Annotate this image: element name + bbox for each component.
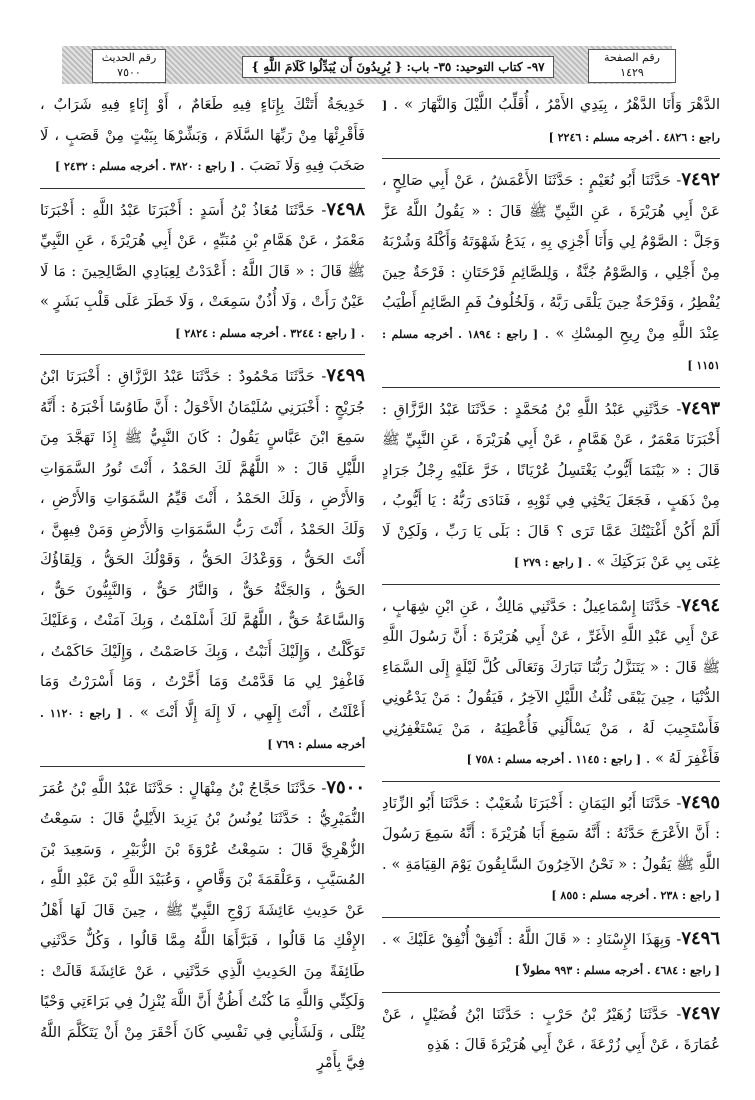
hadith-entry [40,361,365,761]
hadith-entry [382,999,720,1061]
hadith-reference: [ راجع : ٤٦٨٤ . أخرجه مسلم : ٩٩٣ مطولاً ] [514,964,720,977]
hadith-reference: [ راجع : ٢٣٨ . أخرجه مسلم : ٨٥٥ ] [551,889,720,902]
hadith-text-line [382,394,720,579]
hadith-text: خَدِيجَةُ أَتَتْكَ بِإِنَاءٍ فِيهِ طَعَامٌ ، أَوْ إِنَاءٍ فِيهِ شَرَابٌ ، فَأَقْرِئْهَا مِنْ رَبِّهَا السَّلَامَ ، وَبَشِّرْهَا بِبَيْتٍ مِنْ قَصَبٍ ، لَا صَخَبَ فِيهِ وَلَا نَصَبَ . [40,96,365,174]
hadith-entry [382,591,720,776]
hadith-number: ٧٤٩٩ [326,365,365,386]
hadith-divider [382,917,720,918]
hadith-text: - حَدَّثَنَا زُهَيْرُ بْنُ حَرْبٍ : حَدَّثَنَا ابْنُ فُضَيْلٍ ، عَنْ عُمَارَةَ ، عَنْ أَبِي زُرْعَةَ ، عَنْ أَبِي هُرَيْرَةَ قَالَ : هَذِهِ [382,1005,720,1053]
hadith-entry [40,773,365,1079]
hadith-reference: [ راجع : ٤٨٢٦ . أخرجه مسلم : ٢٢٤٦ ] [382,99,720,144]
hadith-number: ٧٤٩٦ [681,927,720,949]
right-column [382,90,720,1066]
hadith-number: ٧٤٩٥ [681,791,720,813]
hadith-reference: [ راجع : ١١٢٠ . أخرجه مسلم : ٧٦٩ ] [40,706,365,751]
hadith-number: ٧٤٩٧ [681,1002,720,1024]
hadith-text-line [40,195,365,350]
hadith-text-line [382,591,720,776]
hadith-divider [40,766,365,767]
hadith-text-line [382,165,720,382]
hadith-reference: [ راجع : ٢٧٩ ] [514,556,583,569]
page-number-label: رقم الصفحة [604,51,660,64]
chapter-title: ٩٧- كتاب التوحيد: ٣٥- باب: { يُرِيدُونَ أَن يُبَدِّلُوا كَلَامَ اللَّهِ } [251,60,545,74]
hadith-entry [40,195,365,350]
hadith-text: - حَدَّثَنَا أَبُو نُعَيْمٍ : حَدَّثَنَا الأَعْمَشُ ، عَنْ أَبِي صَالِحٍ ، عَنْ أَبِي هُرَيْرَةَ ، عَنِ النَّبِيِّ ﷺ قَالَ : « يَقُولُ اللَّهُ عَزَّ وَجَلَّ : الصَّوْمُ لِي وَأَنَا أَجْزِي بِهِ ، يَدَعُ شَهْوَتَهُ وَأَكْلَهُ وَشُرْبَهُ مِنْ أَجْلِي ، وَالصَّوْمُ جُنَّةٌ ، وَلِلصَّائِمِ فَرْحَتَانِ : فَرْحَةٌ حِينَ يُفْطِرُ ، وَفَرْحَةٌ حِينَ يَلْقَى رَبَّهُ ، وَلَخُلُوفُ فَمِ الصَّائِمِ أَطْيَبُ عِنْدَ اللَّهِ مِنْ رِيحِ المِسْكِ » . [382,172,721,342]
hadith-number: ٧٤٩٤ [681,594,720,616]
hadith-text: - حَدَّثَنَا أَبُو اليَمَانِ : أَخْبَرَنَا شُعَيْبٌ : حَدَّثَنَا أَبُو الزِّنَادِ : أَنَّ الأَعْرَجَ حَدَّثَهُ : أَنَّهُ سَمِعَ أَبَا هُرَيْرَةَ : أَنَّهُ سَمِعَ رَسُولَ اللَّهِ ﷺ يَقُولُ : « نَحْنُ الآخِرُونَ السَّابِقُونَ يَوْمَ القِيَامَةِ » . [382,794,720,873]
hadith-divider [382,387,720,388]
hadith-entry [382,165,720,382]
hadith-number-label: رقم الحديث [101,51,157,64]
hadith-divider [382,158,720,159]
hadith-text: الدَّهْرَ وَأَنَا الدَّهْرُ ، بِيَدِي الأَمْرُ ، أُقَلِّبُ اللَّيْلَ وَالنَّهَارَ » . [393,96,720,113]
hadith-entry [382,90,720,153]
hadith-text-line [40,90,365,183]
hadith-number: ٧٥٠٠ [117,66,141,79]
page-number-box [588,49,676,83]
hadith-divider [40,354,365,355]
page-number: ١٤٢٩ [620,66,644,79]
hadith-text: - حَدَّثَنَا مَحْمُودٌ : حَدَّثَنَا عَبْدُ الرَّزَّاقِ : أَخْبَرَنَا ابْنُ جُرَيْجٍ : أَخْبَرَنِي سُلَيْمَانُ الأَحْوَلُ : أَنَّ طَاوُسًا أَخْبَرَهُ : أَنَّهُ سَمِعَ ابْنَ عَبَّاسٍ يَقُولُ : كَانَ النَّبِيُّ ﷺ إِذَا تَهَجَّدَ مِنَ اللَّيْلِ قَالَ : « اللَّهُمَّ لَكَ الحَمْدُ ، أَنْتَ نُورُ السَّمَوَاتِ وَالأَرْضِ ، وَلَكَ الحَمْدُ ، أَنْتَ قَيِّمُ السَّمَوَاتِ وَالأَرْضِ ، وَلَكَ الحَمْدُ ، أَنْتَ رَبُّ السَّمَوَاتِ وَالأَرْضِ وَمَنْ فِيهِنَّ ، أَنْتَ الحَقُّ ، وَوَعْدُكَ الحَقُّ ، وَقَوْلُكَ الحَقُّ ، وَلِقَاؤُكَ الحَقُّ ، وَالجَنَّةُ حَقٌّ ، وَالنَّارُ حَقٌّ ، وَالنَّبِيُّونَ حَقٌّ ، وَالسَّاعَةُ حَقٌّ ، اللَّهُمَّ لَكَ أَسْلَمْتُ ، وَبِكَ آمَنْتُ ، وَعَلَيْكَ تَوَكَّلْتُ ، وَإِلَيْكَ أَنَبْتُ ، وَبِكَ خَاصَمْتُ ، وَإِلَيْكَ حَاكَمْتُ ، فَاغْفِرْ لِي مَا قَدَّمْتُ وَمَا أَخَّرْتُ ، وَمَا أَسْرَرْتُ وَمَا أَعْلَنْتُ ، أَنْتَ إِلَهِي ، لَا إِلَهَ إِلَّا أَنْتَ » . [40,368,365,721]
hadith-number: ٧٤٩٢ [681,169,720,190]
hadith-text-line [382,999,720,1061]
hadith-divider [40,188,365,189]
hadith-text-line [40,773,365,1079]
hadith-number: ٧٥٠٠ [326,776,365,798]
hadith-text-line [382,924,720,987]
page-header [62,46,672,84]
hadith-text: - حَدَّثَنِي عَبْدُ اللَّهِ بْنُ مُحَمَّدٍ : حَدَّثَنَا عَبْدُ الرَّزَّاقِ : أَخْبَرَنَا مَعْمَرٌ ، عَنْ هَمَّامٍ ، عَنْ أَبِي هُرَيْرَةَ ، عَنِ النَّبِيِّ ﷺ قَالَ : « بَيْنَمَا أَيُّوبُ يَغْتَسِلُ عُرْيَانًا ، خَرَّ عَلَيْهِ رِجْلُ جَرَادٍ مِنْ ذَهَبٍ ، فَجَعَلَ يَحْثِي فِي ثَوْبِهِ ، فَنَادَى رَبُّهُ : يَا أَيُّوبُ ، أَلَمْ أَكُنْ أَغْنَيْتُكَ عَمَّا تَرَى ؟ قَالَ : بَلَى يَا رَبِّ ، وَلَكِنْ لَا غِنَى بِي عَنْ بَرَكَتِكَ » . [382,400,720,570]
hadith-divider [382,584,720,585]
hadith-reference: [ راجع : ١٨٩٤ . أخرجه مسلم : ١١٥١ ] [382,327,720,372]
hadith-reference: [ راجع : ١١٤٥ . أخرجه مسلم : ٧٥٨ ] [466,753,642,766]
hadith-text-line [382,788,720,912]
hadith-reference: [ راجع : ٣٢٤٤ . أخرجه مسلم : ٢٨٢٤ ] [175,326,356,340]
chapter-title-box [242,56,554,78]
hadith-text: - حَدَّثَنَا إِسْمَاعِيلُ : حَدَّثَنِي مَالِكٌ ، عَنِ ابْنِ شِهَابٍ ، عَنْ أَبِي عَبْدِ اللَّهِ الأَغَرِّ ، عَنْ أَبِي هُرَيْرَةَ : أَنَّ رَسُولَ اللَّهِ ﷺ قَالَ : « يَتَنَزَّلُ رَبُّنَا تَبَارَكَ وَتَعَالَى كُلَّ لَيْلَةٍ إِلَى السَّمَاءِ الدُّنْيَا ، حِينَ يَبْقَى ثُلُثُ اللَّيْلِ الآخِرُ ، فَيَقُولُ : مَنْ يَدْعُونِي فَأَسْتَجِيبَ لَهُ ، مَنْ يَسْأَلُنِي فَأُعْطِيَهُ ، مَنْ يَسْتَغْفِرُنِي فَأَغْفِرَ لَهُ » . [382,597,720,767]
hadith-divider [382,992,720,993]
hadith-number-box [92,49,166,83]
hadith-reference: [ راجع : ٣٨٢٠ . أخرجه مسلم : ٢٤٣٢ ] [54,160,236,173]
hadith-entry [382,924,720,987]
hadith-number: ٧٤٩٨ [326,198,365,220]
hadith-number: ٧٤٩٣ [681,397,720,419]
hadith-text: - حَدَّثَنَا مُعَاذُ بْنُ أَسَدٍ : أَخْبَرَنَا عَبْدُ اللَّهِ : أَخْبَرَنَا مَعْمَرٌ ، عَنْ هَمَّامِ بْنِ مُنَبِّهٍ ، عَنْ أَبِي هُرَيْرَةَ ، عَنِ النَّبِيِّ ﷺ قَالَ : « قَالَ اللَّهُ : أَعْدَدْتُ لِعِبَادِي الصَّالِحِينَ : مَا لَا عَيْنٌ رَأَتْ ، وَلَا أُذُنٌ سَمِعَتْ ، وَلَا خَطَرَ عَلَى قَلْبِ بَشَرٍ » . [40,201,365,341]
hadith-entry [382,394,720,579]
hadith-text: - حَدَّثَنَا حَجَّاجُ بْنُ مِنْهَالٍ : حَدَّثَنَا عَبْدُ اللَّهِ بْنُ عُمَرَ النُّمَيْرِيُّ : حَدَّثَنَا يُونُسُ بْنُ يَزِيدَ الأَيْلِيُّ قَالَ : سَمِعْتُ الزُّهْرِيَّ قَالَ : سَمِعْتُ عُرْوَةَ بْنَ الزُّبَيْرِ ، وَسَعِيدَ بْنَ المُسَيَّبِ ، وَعَلْقَمَةَ بْنَ وَقَّاصٍ ، وَعُبَيْدَ اللَّهِ بْنَ عَبْدِ اللَّهِ ، عَنْ حَدِيثِ عَائِشَةَ زَوْجِ النَّبِيِّ ﷺ ، حِينَ قَالَ لَهَا أَهْلُ الإِفْكِ مَا قَالُوا ، فَبَرَّأَهَا اللَّهُ مِمَّا قَالُوا ، وَكُلٌّ حَدَّثَنِي طَائِفَةً مِنَ الحَدِيثِ الَّذِي حَدَّثَنِي ، عَنْ عَائِشَةَ قَالَتْ : وَلَكِنِّي وَاللَّهِ مَا كُنْتُ أَظُنُّ أَنَّ اللَّهَ يُنْزِلُ فِي بَرَاءَتِي وَحْيًا يُتْلَى ، وَلَشَأْنِي فِي نَفْسِي كَانَ أَحْقَرَ مِنْ أَنْ يَتَكَلَّمَ اللَّهُ فِيَّ بِأَمْرٍ [40,779,365,1071]
hadith-divider [382,781,720,782]
hadith-text: - وَبِهَذَا الإِسْنَادِ : « قَالَ اللَّهُ : أَنْفِقْ أُنْفِقْ عَلَيْكَ » . [382,930,682,948]
hadith-text-line [382,90,720,153]
hadith-entry [382,788,720,912]
hadith-entry [40,90,365,183]
hadith-text-line [40,361,365,761]
left-column [40,90,365,1084]
